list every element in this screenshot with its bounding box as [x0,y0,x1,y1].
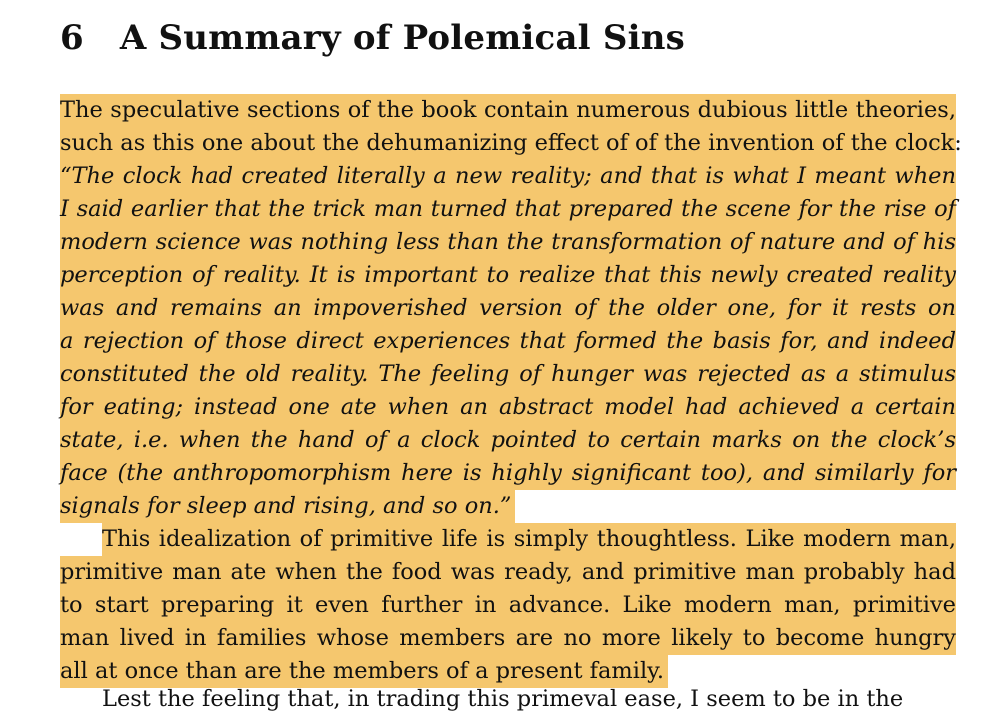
quote-line: face (the anthropomorphism here is highly significant too), and similarly for [60,457,956,490]
quote-line: modern science was nothing less than the transformation of nature and of his [60,226,956,259]
quote-line: was and remains an impoverished version of the older one, for it rests on [60,292,956,325]
highlighted-passage [60,94,962,688]
text-line: man lived in families whose members are no more likely to become hungry [60,622,956,655]
quote-line: constituted the old reality. The feeling of hunger was rejected as a stimulus [60,358,956,391]
text-line: The speculative sections of the book contain numerous dubious little theories, [60,94,956,127]
text-line: This idealization of primitive life is simply thoughtless. Like modern man, [102,523,956,556]
quote-line: perception of reality. It is important to realize that this newly created reality [60,259,956,292]
section-heading [60,18,685,58]
quote-line: “The clock had created literally a new reality; and that is what I meant when [60,160,956,193]
quote-line: I said earlier that the trick man turned that prepared the scene for the rise of [60,193,956,226]
quote-line: a rejection of those direct experiences that formed the basis for, and indeed [60,325,956,358]
text-line: all at once than are the members of a present family. [60,655,668,688]
section-title: A Summary of Polemical Sins [119,18,685,58]
text-line: to start preparing it even further in advance. Like modern man, primitive [60,589,956,622]
text-line: primitive man ate when the food was ready, and primitive man probably had [60,556,956,589]
quote-line: state, i.e. when the hand of a clock pointed to certain marks on the clock’s [60,424,956,457]
quote-line: signals for sleep and rising, and so on.” [60,490,515,523]
quote-line: for eating; instead one ate when an abstract model had achieved a certain [60,391,956,424]
cutoff-text-line: Lest the feeling that, in trading this primeval ease, I seem to be in the [102,686,904,712]
text-line: such as this one about the dehumanizing effect of of the invention of the clock: [60,127,956,160]
section-number: 6 [60,18,84,58]
